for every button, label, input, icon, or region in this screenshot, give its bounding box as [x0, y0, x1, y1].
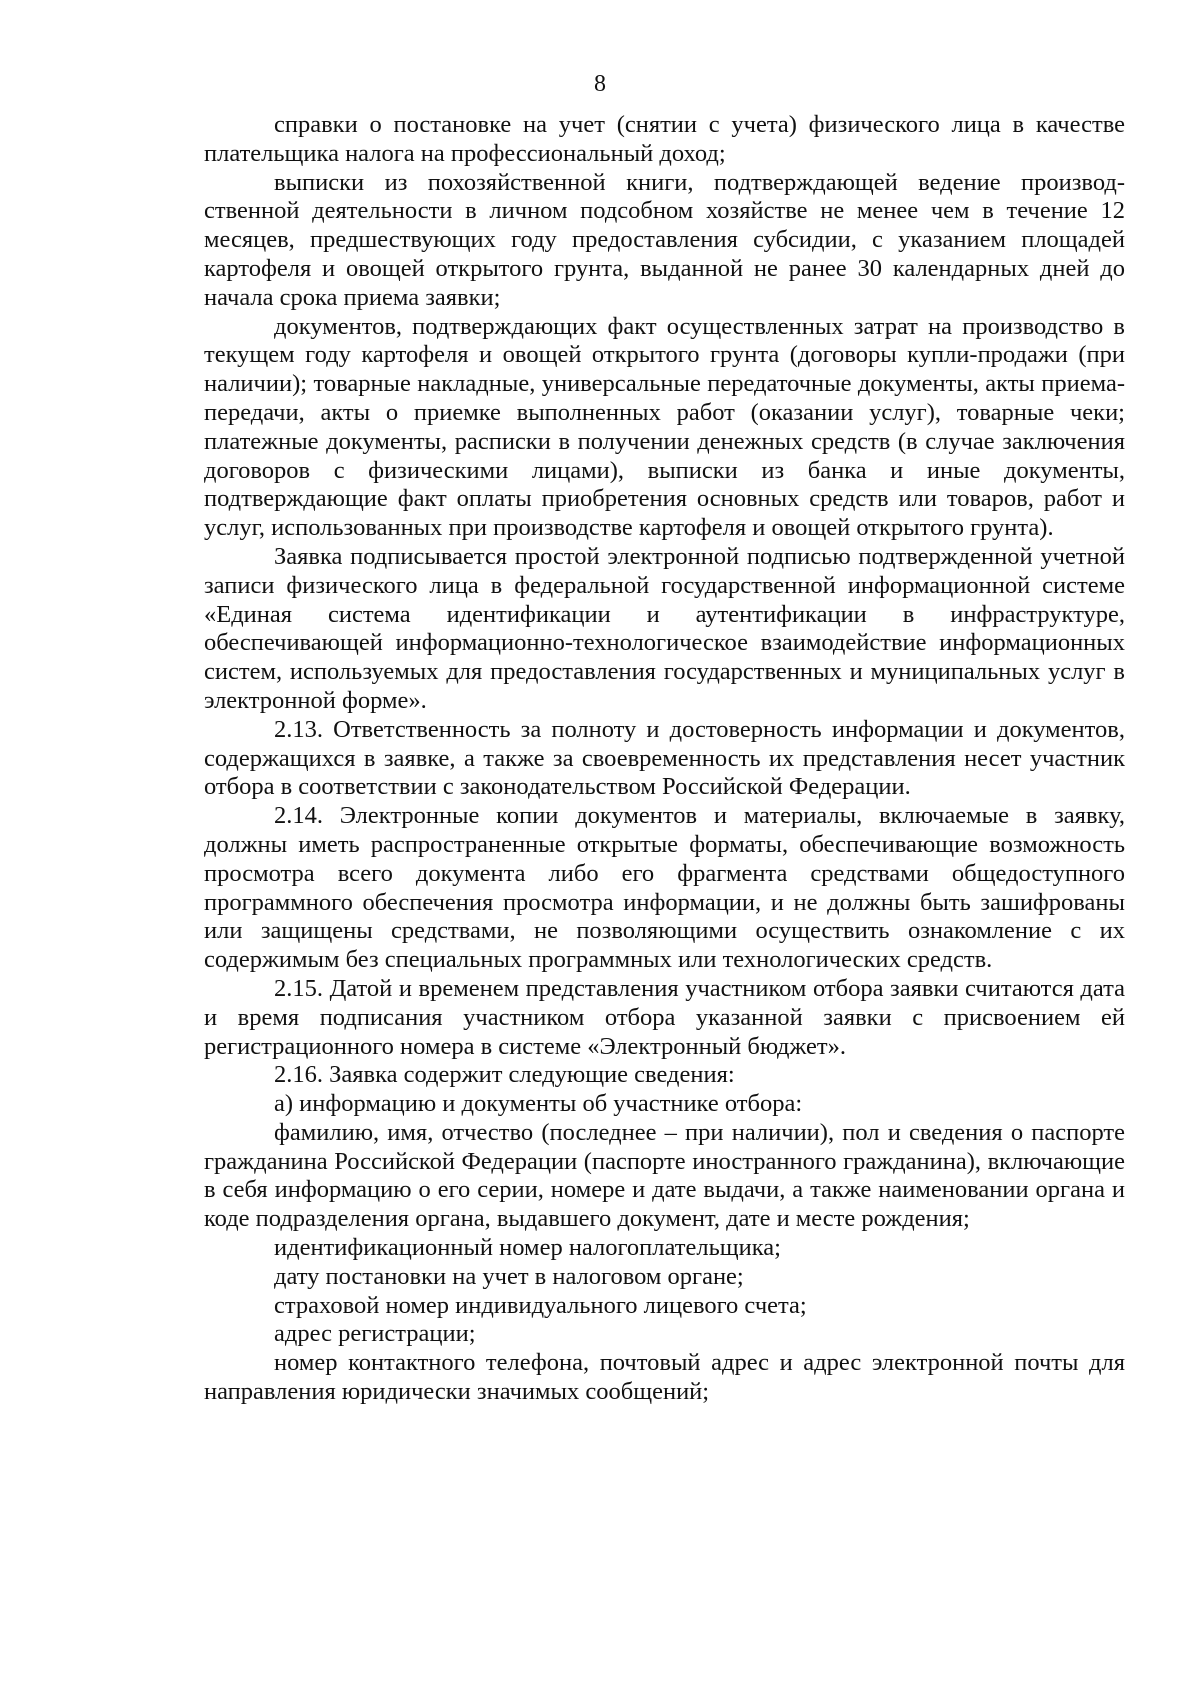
paragraph: фамилию, имя, отчество (последнее – при наличии), пол и сведения о паспорте гражданина Российской Федерации (паспорте иностранного гражданина), включающие в себя информацию о его серии, номере и дате выдачи, а также наименовании органа и коде подразделения органа, выдавшего документ, дате и месте рождения;	[204, 1118, 1125, 1233]
paragraph: документов, подтверждающих факт осуществленных затрат на производство в текущем году картофеля и овощей открытого грунта (договоры купли-продажи (при наличии); товарные накладные, универсальные передаточные документы, акты приема-передачи, акты о приемке выполненных работ (оказании услуг), товарные чеки; платежные документы, расписки в получении денежных средств (в случае заключения договоров с физическими лицами), выписки из банка и иные документы, подтверждающие факт оплаты приобретения основных средств или товаров, работ и услуг, использованных при производстве картофеля и овощей открытого грунта).	[204, 312, 1125, 542]
paragraph: номер контактного телефона, почтовый адрес и адрес электронной почты для направления юридически значимых сообщений;	[204, 1349, 1125, 1406]
paragraph: Заявка подписывается простой электронной подписью подтвержденной учетной записи физического лица в федеральной государственной информационной системе «Единая система идентификации и аутентификации в инфраструктуре, обеспечивающей информационно-технологическое взаимодействие информационных систем, используемых для предоставления государственных и муниципальных услуг в электронной форме».	[204, 542, 1125, 714]
paragraph: идентификационный номер налогоплательщика;	[274, 1234, 781, 1262]
paragraph: 2.15. Датой и временем представления участником отбора заявки считаются дата и время подписания участником отбора указанной заявки с присвоением ей регистрационного номера в системе «Электронный бюджет».	[204, 974, 1125, 1060]
paragraph: выписки из похозяйственной книги, подтверждающей ведение производственной деятельности в личном подсобном хозяйстве не менее чем в течение 12 месяцев, предшествующих году предоставления субсидии, с указанием площадей картофеля и овощей открытого грунта, выданной не ранее 30 календарных дней до начала срока приема заявки;	[204, 168, 1125, 311]
document-body	[204, 111, 1125, 1407]
paragraph: страховой номер индивидуального лицевого счета;	[274, 1291, 807, 1319]
paragraph: адрес регистрации;	[274, 1320, 476, 1348]
paragraph: дату постановки на учет в налоговом органе;	[274, 1262, 744, 1290]
page-number: 8	[594, 71, 606, 97]
paragraph: 2.14. Электронные копии документов и материалы, включаемые в заявку, должны иметь распространенные открытые форматы, обеспечивающие возможность просмотра всего документа либо его фрагмента средствами общедоступного программного обеспечения просмотра информации, и не должны быть зашифрованы или защищены средствами, не позволяющими осуществить ознакомление с их содержимым без специальных программных или технологических средств.	[204, 802, 1125, 974]
paragraph: 2.16. Заявка содержит следующие сведения:	[274, 1061, 735, 1089]
paragraph: а) информацию и документы об участнике отбора:	[274, 1090, 803, 1118]
paragraph: справки о постановке на учет (снятии с учета) физического лица в качестве плательщика налога на профессиональный доход;	[204, 111, 1125, 167]
paragraph: 2.13. Ответственность за полноту и достоверность информации и документов, содержащихся в заявке, а также за своевременность их представления несет участник отбора в соответствии с законодательством Российской Федерации.	[204, 715, 1125, 801]
